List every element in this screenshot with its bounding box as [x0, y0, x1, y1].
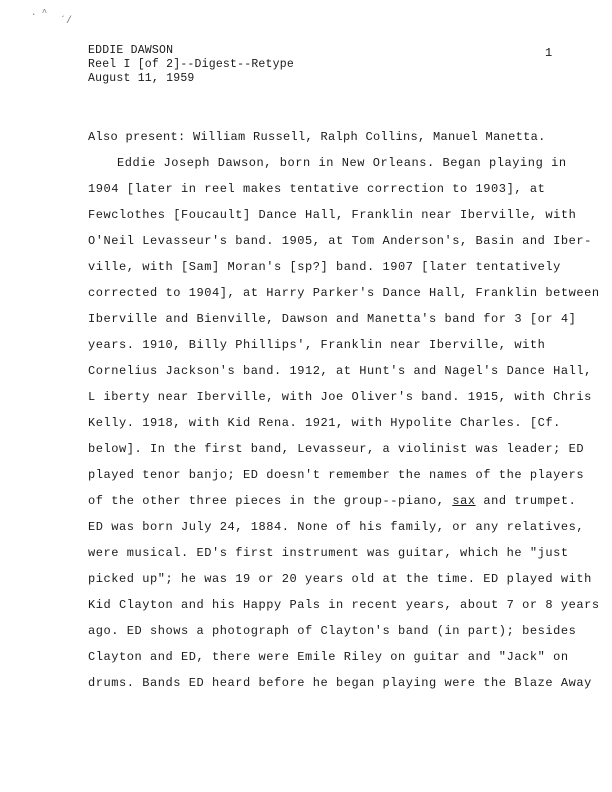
text-line: below]. In the first band, Levasseur, a violinist was leader; ED — [88, 442, 585, 456]
document-header — [88, 44, 294, 86]
text-segment: of the other three pieces in the group--piano, — [88, 494, 453, 508]
text-line: played tenor banjo; ED doesn't remember the names of the players — [88, 468, 585, 482]
text-line: Clayton and ED, there were Emile Riley on guitar and "Jack" on — [88, 650, 569, 664]
text-line: Fewclothes [Foucault] Dance Hall, Franklin near Iberville, with — [88, 208, 577, 222]
interviewee-name: EDDIE DAWSON — [88, 44, 174, 57]
text-line: ED was born July 24, 1884. None of his family, or any relatives, — [88, 520, 585, 534]
text-line: Eddie Joseph Dawson, born in New Orleans. Began playing in — [117, 156, 567, 170]
page-number: 1 — [545, 46, 553, 60]
also-present-line: Also present: William Russell, Ralph Collins, Manuel Manetta. — [88, 130, 546, 144]
interview-date: August 11, 1959 — [88, 72, 195, 85]
text-line: Cornelius Jackson's band. 1912, at Hunt's and Nagel's Dance Hall, — [88, 364, 592, 378]
text-line: O'Neil Levasseur's band. 1905, at Tom Anderson's, Basin and Iber- — [88, 234, 592, 248]
text-line: L iberty near Iberville, with Joe Oliver's band. 1915, with Chris — [88, 390, 592, 404]
text-line: corrected to 1904], at Harry Parker's Dance Hall, Franklin between — [88, 286, 600, 300]
text-line: 1904 [later in reel makes tentative correction to 1903], at — [88, 182, 546, 196]
text-line: Kelly. 1918, with Kid Rena. 1921, with Hypolite Charles. [Cf. — [88, 416, 561, 430]
text-line: were musical. ED's first instrument was guitar, which he "just — [88, 546, 569, 560]
digest-body — [88, 153, 600, 699]
stray-mark: ´/ — [60, 16, 73, 27]
text-line: Kid Clayton and his Happy Pals in recent years, about 7 or 8 years — [88, 598, 600, 612]
text-line: ago. ED shows a photograph of Clayton's band (in part); besides — [88, 624, 577, 638]
text-line: Iberville and Bienville, Dawson and Manetta's band for 3 [or 4] — [88, 312, 577, 326]
text-line: drums. Bands ED heard before he began playing were the Blaze Away — [88, 676, 592, 690]
text-line: picked up"; he was 19 or 20 years old at the time. ED played with — [88, 572, 592, 586]
text-line: years. 1910, Billy Phillips', Franklin near Iberville, with — [88, 338, 546, 352]
reel-info: Reel I [of 2]--Digest--Retype — [88, 58, 294, 71]
text-line — [88, 491, 577, 517]
text-line: ville, with [Sam] Moran's [sp?] band. 1907 [later tentatively — [88, 260, 561, 274]
stray-mark: . ^ — [31, 8, 48, 18]
underlined-word: sax — [452, 494, 476, 508]
text-segment: and trumpet. — [475, 494, 577, 508]
